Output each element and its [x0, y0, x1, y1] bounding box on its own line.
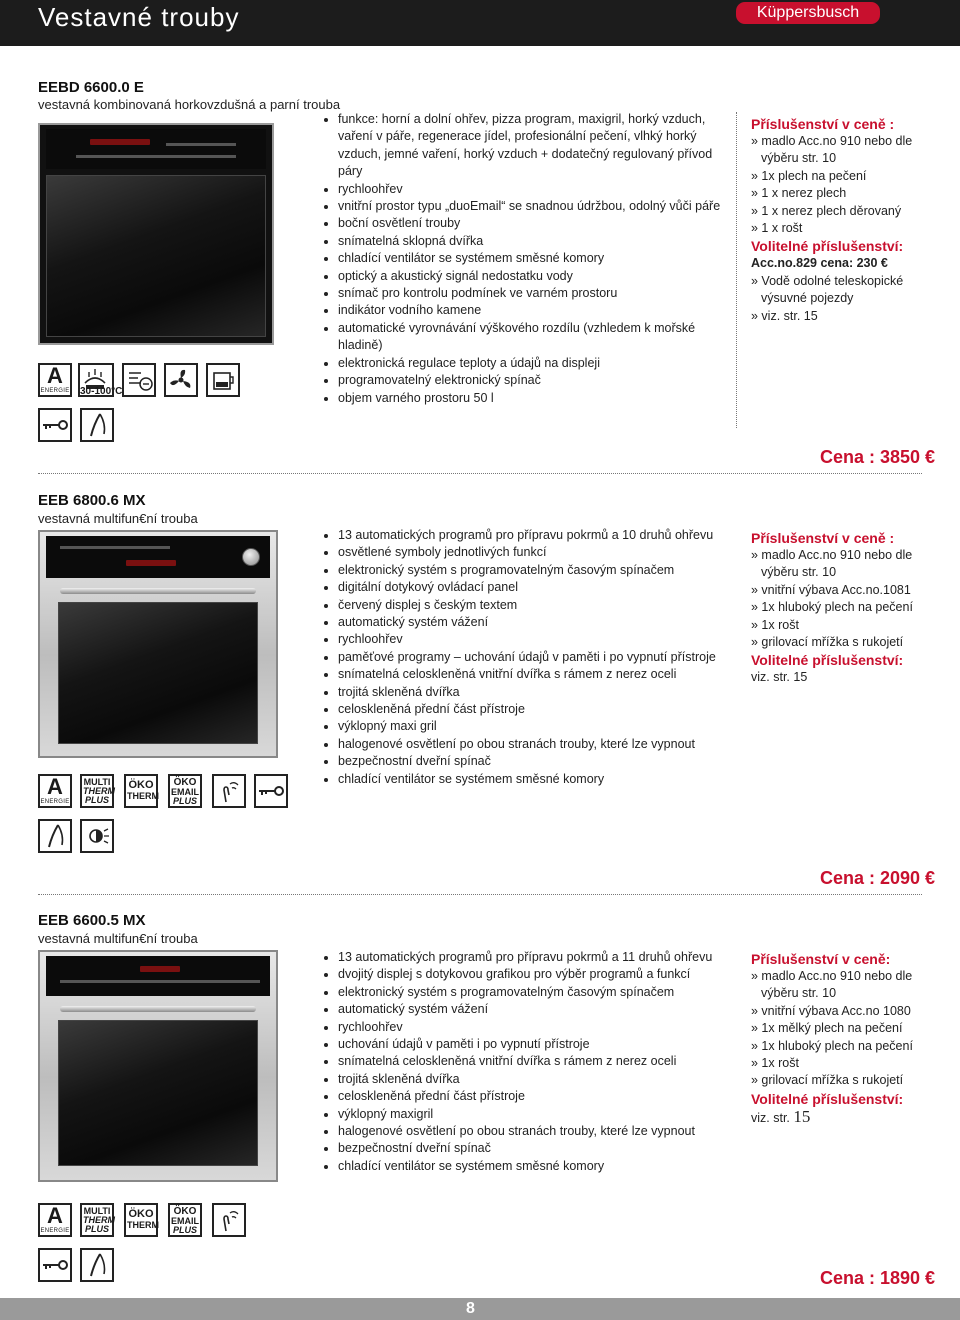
list-item: elektronická regulace teploty a údajů na displeji	[322, 355, 732, 372]
optional-accessory-item: viz. str. 15	[751, 1106, 811, 1126]
energy-label-icon: A ENERGIE	[38, 774, 72, 808]
list-item: automatické vyrovnávání výškového rozdílu (vzhledem k mořské hladině)	[322, 320, 732, 355]
accessory-item: » 1 x rošt	[751, 221, 803, 236]
oekotherm-badge-icon: ÖKO THERM	[124, 1203, 158, 1237]
oven-door-glass	[58, 602, 258, 744]
key-icon	[254, 774, 288, 808]
optional-accessory-item: Acc.no.829 cena: 230 €	[751, 256, 888, 271]
feature-list	[322, 527, 732, 788]
light-icon	[80, 819, 114, 853]
product-code: EEBD 6600.0 E	[38, 79, 144, 96]
page-footer	[0, 1298, 960, 1320]
energy-label-icon: A ENERGIE	[38, 363, 72, 397]
list-item: digitální dotykový ovládací panel	[322, 579, 732, 596]
oven-image	[38, 950, 278, 1182]
product-subtitle: vestavná multifun€ní trouba	[38, 931, 198, 946]
list-item: snímatelná celoskleněná vnitřní dvířka s rámem z nerez oceli	[322, 1053, 732, 1070]
key-icon	[38, 408, 72, 442]
list-item: automatický systém vážení	[322, 1001, 732, 1018]
list-item: bezpečnostní dveřní spínač	[322, 1140, 732, 1157]
list-item: červený displej s českým textem	[322, 597, 732, 614]
accessory-item: » 1 x nerez plech	[751, 186, 847, 201]
optional-accessories-heading: Volitelné příslušenství:	[751, 652, 904, 669]
accessories-heading: Příslušenství v ceně :	[751, 116, 895, 132]
product-subtitle: vestavná multifun€ní trouba	[38, 511, 198, 526]
list-item: celoskleněná přední část přístroje	[322, 1088, 732, 1105]
optional-accessory-item: » viz. str. 15	[751, 308, 818, 323]
accessory-item: » 1x hluboký plech na pečení	[751, 1038, 913, 1053]
temperature-range-label: 30-100°C	[80, 386, 123, 397]
oekotherm-badge-icon: ÖKO THERM	[124, 774, 158, 808]
list-item: celoskleněná přední část přístroje	[322, 701, 732, 718]
fan-icon	[164, 363, 198, 397]
accessory-item: » madlo Acc.no 910 nebo dle	[751, 969, 913, 983]
list-item: snímatelná sklopná dvířka	[322, 233, 732, 250]
section-divider	[38, 894, 922, 895]
accessory-item: » madlo Acc.no 910 nebo dle	[751, 134, 913, 148]
page-title: Vestavné trouby	[38, 2, 240, 32]
list-item: 13 automatických programů pro přípravu pokrmů a 10 druhů ohřevu	[322, 527, 732, 544]
page-number: 8	[466, 1300, 475, 1317]
energy-label-icon: A ENERGIE	[38, 1203, 72, 1237]
list-item: boční osvětlení trouby	[322, 215, 732, 232]
product-subtitle: vestavná kombinovaná horkovzdušná a parní trouba	[38, 97, 341, 112]
oven-control-panel	[46, 129, 266, 169]
oven-image	[38, 123, 274, 345]
accessory-item: výběru str. 10	[761, 151, 837, 166]
accessory-item: » vnitřní výbava Acc.no 1080	[751, 1003, 911, 1018]
list-item: výklopný maxi gril	[322, 718, 732, 735]
optional-accessory-item: » Vodě odolné teleskopické	[751, 273, 904, 288]
list-item: dvojitý displej s dotykovou grafikou pro výběr programů a funkcí	[322, 966, 732, 983]
list-item: chladící ventilátor se systémem směsné komory	[322, 1158, 732, 1175]
list-item: indikátor vodního kamene	[322, 302, 732, 319]
page-header	[0, 0, 960, 46]
oven-door-glass	[46, 175, 266, 337]
price-label: Cena : 1890 €	[820, 1268, 936, 1288]
list-item: osvětlené symboly jednotlivých funkcí	[322, 544, 732, 561]
price-label: Cena : 2090 €	[820, 868, 936, 888]
list-item: trojitá skleněná dvířka	[322, 1071, 732, 1088]
oven-handle	[60, 1006, 256, 1012]
list-item: rychloohřev	[322, 181, 732, 198]
oven-door-glass	[58, 1020, 258, 1166]
accessories-heading: Příslušenství v ceně :	[751, 530, 895, 546]
accessory-item: » 1x rošt	[751, 617, 799, 632]
oekoemail-plus-badge-icon: ÖKO EMAIL PLUS	[168, 774, 202, 808]
oven-handle	[60, 588, 256, 594]
key-icon	[38, 1248, 72, 1282]
product-code: EEB 6800.6 MX	[38, 492, 146, 509]
list-item: chladící ventilátor se systémem směsné komory	[322, 250, 732, 267]
list-item: výklopný maxigril	[322, 1106, 732, 1123]
list-item: optický a akustický signál nedostatku vody	[322, 268, 732, 285]
optional-accessory-item: viz. str. 15	[751, 670, 808, 685]
price-label: Cena : 3850 €	[820, 447, 936, 467]
probe-icon	[80, 408, 114, 442]
section-divider	[38, 473, 922, 474]
list-item: halogenové osvětlení po obou stranách trouby, které lze vypnout	[322, 1123, 732, 1140]
accessory-item: » 1x hluboký plech na pečení	[751, 600, 913, 615]
optional-accessories-heading: Volitelné příslušenství:	[751, 1090, 904, 1107]
list-item: objem varného prostoru 50 l	[322, 390, 732, 407]
list-item: elektronický systém s programovatelným časovým spínačem	[322, 562, 732, 579]
accessory-item: » 1x mělký plech na pečení	[751, 1021, 903, 1036]
multitherm-plus-badge-icon: MULTI THERM PLUS	[80, 774, 114, 808]
accessory-item: » madlo Acc.no 910 nebo dle	[751, 548, 913, 562]
optional-accessories-heading: Volitelné příslušenství:	[751, 238, 904, 255]
accessory-item: » 1x rošt	[751, 1056, 799, 1071]
list-item: chladící ventilátor se systémem směsné komory	[322, 771, 732, 788]
list-item: bezpečnostní dveřní spínač	[322, 753, 732, 770]
accessory-item: » grilovací mřížka s rukojetí	[751, 635, 904, 650]
accessory-item: » 1 x nerez plech děrovaný	[751, 203, 902, 218]
probe-icon	[80, 1248, 114, 1282]
oven-control-panel	[46, 956, 270, 996]
product-code: EEB 6600.5 MX	[38, 912, 146, 929]
touch-icon	[212, 774, 246, 808]
hand-steam-icon	[122, 363, 156, 397]
list-item: halogenové osvětlení po obou stranách trouby, které lze vypnout	[322, 736, 732, 753]
accessories-block	[751, 529, 951, 687]
probe-icon	[38, 819, 72, 853]
accessories-block	[751, 950, 951, 1127]
list-item: rychloohřev	[322, 631, 732, 648]
oven-image	[38, 530, 278, 758]
oekoemail-plus-badge-icon: ÖKO EMAIL PLUS	[168, 1203, 202, 1237]
multitherm-plus-badge-icon: MULTI THERM PLUS	[80, 1203, 114, 1237]
optional-accessory-item: výsuvné pojezdy	[761, 291, 854, 306]
list-item: programovatelný elektronický spínač	[322, 372, 732, 389]
oven-control-panel	[46, 536, 270, 578]
touch-icon	[212, 1203, 246, 1237]
list-item: snímatelná celoskleněná vnitřní dvířka s rámem z nerez oceli	[322, 666, 732, 683]
accessory-item: výběru str. 10	[761, 565, 837, 580]
list-item: vnitřní prostor typu „duoEmail“ se snadnou údržbou, odolný vůči páře	[322, 198, 732, 215]
list-item: elektronický systém s programovatelným časovým spínačem	[322, 984, 732, 1001]
list-item: rychloohřev	[322, 1019, 732, 1036]
list-item: trojitá skleněná dvířka	[322, 684, 732, 701]
list-item: paměťové programy – uchování údajů v paměti i po vypnutí přístroje	[322, 649, 732, 666]
list-item: snímač pro kontrolu podmínek ve varném prostoru	[322, 285, 732, 302]
list-item: 13 automatických programů pro přípravu pokrmů a 11 druhů ohřevu	[322, 949, 732, 966]
column-divider	[736, 112, 737, 428]
list-item: uchování údajů v paměti i po vypnutí přístroje	[322, 1036, 732, 1053]
feature-list	[322, 949, 732, 1175]
accessory-item: » 1x plech na pečení	[751, 168, 867, 183]
accessories-heading: Příslušenství v ceně:	[751, 951, 891, 967]
water-tank-icon	[206, 363, 240, 397]
list-item: funkce: horní a dolní ohřev, pizza program, maxigril, horký vzduch, vaření v páře, regenerace jídel, profesionální pečení, vlhký horký vzduch, jemné vaření, horký vzduch + dodatečný regulovaný přívod páry	[322, 111, 732, 181]
accessory-item: výběru str. 10	[761, 986, 837, 1001]
brand-logo: Küppersbusch	[736, 2, 880, 24]
accessories-block	[751, 115, 951, 325]
accessory-item: » grilovací mřížka s rukojetí	[751, 1073, 904, 1088]
feature-list	[322, 111, 732, 407]
accessory-item: » vnitřní výbava Acc.no.1081	[751, 582, 911, 597]
list-item: automatický systém vážení	[322, 614, 732, 631]
